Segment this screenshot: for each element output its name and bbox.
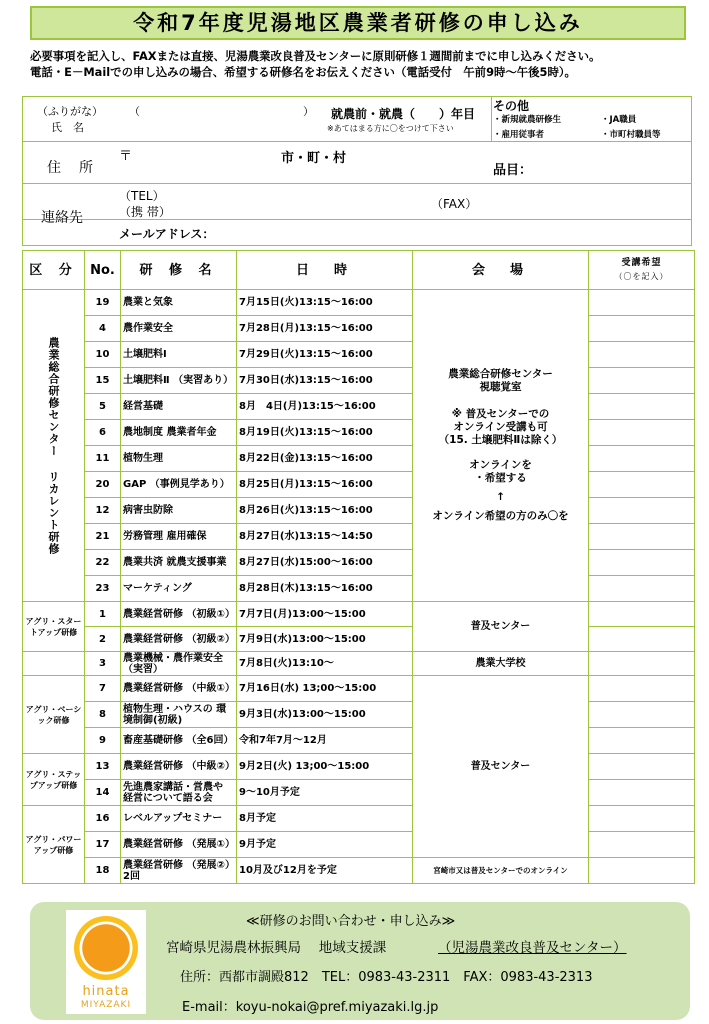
status-note: ※あてはまる方に〇をつけて下さい <box>327 124 454 133</box>
footer-address: 住所：西都市調殿812 TEL：0983-43-2311 FAX：0983-43-2313 <box>180 970 593 985</box>
wish-checkbox[interactable] <box>589 342 695 368</box>
row-date: 8月 4日(月)13:15～16:00 <box>237 394 413 420</box>
row-date: 9月予定 <box>237 832 413 858</box>
venue-extension-center: 普及センター <box>413 602 589 652</box>
row-no: 21 <box>85 524 121 550</box>
row-name: 農作業安全 <box>121 316 237 342</box>
row-no: 22 <box>85 550 121 576</box>
wish-checkbox[interactable] <box>589 728 695 754</box>
sun-icon <box>74 916 138 980</box>
row-name: 畜産基礎研修 （全6回） <box>121 728 237 754</box>
category-power-up: アグリ・パワーアップ研修 <box>23 806 85 884</box>
header-category: 区 分 <box>23 251 85 290</box>
contact-label: 連絡先 <box>41 210 83 226</box>
row-name: 農業経営研修 （初級②） <box>121 627 237 652</box>
header-name: 研 修 名 <box>121 251 237 290</box>
row-no: 16 <box>85 806 121 832</box>
row-date: 10月及び12月を予定 <box>237 858 413 884</box>
wish-checkbox[interactable] <box>589 676 695 702</box>
wish-checkbox[interactable] <box>589 368 695 394</box>
row-name: 植物生理・ハウスの 環境制御(初級) <box>121 702 237 728</box>
footer-center: （児湯農業改良普及センター） <box>438 940 627 956</box>
option-ja-staff[interactable]: ・JA職員 <box>601 115 637 125</box>
row-date: 9～10月予定 <box>237 780 413 806</box>
row-no: 11 <box>85 446 121 472</box>
row-date: 7月29日(火)13:15～16:00 <box>237 342 413 368</box>
row-date: 8月28日(木)13:15～16:00 <box>237 576 413 602</box>
wish-checkbox[interactable] <box>589 832 695 858</box>
row-date: 7月30日(水)13:15～16:00 <box>237 368 413 394</box>
wish-checkbox[interactable] <box>589 602 695 627</box>
row-no: 7 <box>85 676 121 702</box>
wish-checkbox[interactable] <box>589 524 695 550</box>
row-no: 17 <box>85 832 121 858</box>
row-name: 労務管理 雇用確保 <box>121 524 237 550</box>
page-title: 令和7年度児湯地区農業者研修の申し込み <box>30 6 686 40</box>
wish-checkbox[interactable] <box>589 806 695 832</box>
row-name: 植物生理 <box>121 446 237 472</box>
row-name: レベルアップセミナー <box>121 806 237 832</box>
logo-word-2: MIYAZAKI <box>80 1000 132 1010</box>
email-field[interactable]: メールアドレス： <box>119 227 215 241</box>
instruction-line-1: 必要事項を記入し、FAXまたは直接、児湯農業改良普及センターに原則研修１週間前までに申し込みください。 <box>30 49 601 63</box>
contact-footer <box>30 902 690 1020</box>
category-basic: アグリ・ベーシック研修 <box>23 676 85 754</box>
farming-status-field[interactable]: 就農前・就農（ ）年目 <box>331 107 476 121</box>
category-start-up: アグリ・スタートアップ研修 <box>23 602 85 652</box>
row-date: 7月28日(月)13:15～16:00 <box>237 316 413 342</box>
fax-field[interactable]: （FAX） <box>431 197 478 211</box>
row-date: 7月7日(月)13:00～15:00 <box>237 602 413 627</box>
venue-extension-center-2: 普及センター <box>413 676 589 858</box>
row-date: 8月19日(火)13:15～16:00 <box>237 420 413 446</box>
row-name: 農業経営研修 （発展①） <box>121 832 237 858</box>
address-label: 住 所 <box>47 160 95 176</box>
row-name: 農業経営研修 （初級①） <box>121 602 237 627</box>
header-date: 日 時 <box>237 251 413 290</box>
row-no: 19 <box>85 290 121 316</box>
wish-checkbox[interactable] <box>589 780 695 806</box>
instruction-line-2: 電話・E－Mailでの申し込みの場合、希望する研修名をお伝えください（電話受付 午前9時～午後5時）。 <box>30 65 576 79</box>
wish-checkbox[interactable] <box>589 652 695 676</box>
footer-email[interactable]: E-mail：koyu-nokai@pref.miyazaki.lg.jp <box>182 1000 439 1015</box>
header-wish: 受講希望 （〇を記入） <box>589 251 695 290</box>
row-date: 9月2日(火) 13;00～15:00 <box>237 754 413 780</box>
row-no: 1 <box>85 602 121 627</box>
row-no: 12 <box>85 498 121 524</box>
wish-checkbox[interactable] <box>589 754 695 780</box>
row-no: 4 <box>85 316 121 342</box>
row-no: 3 <box>85 652 121 676</box>
postal-mark: 〒 <box>119 149 133 164</box>
row-date: 8月27日(水)15:00～16:00 <box>237 550 413 576</box>
row-no: 9 <box>85 728 121 754</box>
row-name: 経営基礎 <box>121 394 237 420</box>
row-name: 土壌肥料Ⅰ <box>121 342 237 368</box>
row-name: 農業経営研修 （中級②） <box>121 754 237 780</box>
row-date: 9月3日(水)13:00～15:00 <box>237 702 413 728</box>
row-date: 8月26日(火)13:15～16:00 <box>237 498 413 524</box>
wish-checkbox[interactable] <box>589 472 695 498</box>
footer-heading: ≪研修のお問い合わせ・申し込み≫ <box>246 914 456 929</box>
category-step-up: アグリ・ステップアップ研修 <box>23 754 85 806</box>
row-date: 7月8日(火)13:10～ <box>237 652 413 676</box>
tel-field[interactable]: （TEL） <box>119 189 165 203</box>
training-table <box>22 250 695 884</box>
venue-agri-college: 農業大学校 <box>413 652 589 676</box>
header-no: No. <box>85 251 121 290</box>
row-name: 病害虫防除 <box>121 498 237 524</box>
logo-word-1: hinata <box>82 984 130 999</box>
row-no: 23 <box>85 576 121 602</box>
furigana-paren-open: （ <box>129 105 140 118</box>
row-name: GAP （事例見学あり） <box>121 472 237 498</box>
row-no: 13 <box>85 754 121 780</box>
venue-online: 宮崎市又は普及センターでのオンライン <box>413 858 589 884</box>
row-name: 土壌肥料Ⅱ （実習あり） <box>121 368 237 394</box>
city-field[interactable]: 市・町・村 <box>281 151 347 166</box>
hinata-miyazaki-logo <box>66 910 146 1014</box>
row-name: 先進農家講話・営農や 経営について語る会 <box>121 780 237 806</box>
row-name: 農業共済 就農支援事業 <box>121 550 237 576</box>
row-name: 農業と気象 <box>121 290 237 316</box>
row-name: 農業機械・農作業安全 （実習） <box>121 652 237 676</box>
option-new-farmer[interactable]: ・新規就農研修生 <box>493 115 562 125</box>
applicant-form <box>22 96 692 246</box>
row-name: マーケティング <box>121 576 237 602</box>
wish-checkbox[interactable] <box>589 290 695 316</box>
row-no: 5 <box>85 394 121 420</box>
row-no: 8 <box>85 702 121 728</box>
crop-field[interactable]: 品目： <box>493 163 533 178</box>
furigana-label: （ふりがな） <box>37 105 103 118</box>
venue-training-center: 農業総合研修センター 視聴覚室 ※ 普及センターでの オンライン受講も可 （15. 土壌肥料Ⅱは除く） オンラインを ・希望する ↑ オンライン希望の方のみ〇を <box>413 290 589 602</box>
wish-checkbox[interactable] <box>589 550 695 576</box>
row-name: 農地制度 農業者年金 <box>121 420 237 446</box>
row-no: 14 <box>85 780 121 806</box>
wish-checkbox[interactable] <box>589 858 695 884</box>
wish-checkbox[interactable] <box>589 420 695 446</box>
category-recurrent: 農業総合研修センター リカレント研修 <box>23 290 85 602</box>
wish-checkbox[interactable] <box>589 627 695 652</box>
row-no: 18 <box>85 858 121 884</box>
wish-checkbox[interactable] <box>589 394 695 420</box>
row-no: 2 <box>85 627 121 652</box>
row-no: 15 <box>85 368 121 394</box>
row-no: 20 <box>85 472 121 498</box>
name-label: 氏 名 <box>51 121 84 134</box>
wish-checkbox[interactable] <box>589 316 695 342</box>
row-date: 令和7年7月～12月 <box>237 728 413 754</box>
row-name: 農業経営研修 （発展②）2回 <box>121 858 237 884</box>
wish-checkbox[interactable] <box>589 498 695 524</box>
row-date: 7月15日(火)13:15～16:00 <box>237 290 413 316</box>
wish-checkbox[interactable] <box>589 446 695 472</box>
mobile-field[interactable]: （携 帯） <box>119 205 171 219</box>
furigana-paren-close: ） <box>303 105 314 118</box>
row-date: 7月16日(水) 13;00～15:00 <box>237 676 413 702</box>
row-no: 10 <box>85 342 121 368</box>
wish-checkbox[interactable] <box>589 576 695 602</box>
footer-org: 宮崎県児湯農林振興局 地域支援課 <box>166 940 387 956</box>
instructions <box>30 48 690 80</box>
category-blank <box>23 652 85 676</box>
other-label: その他 <box>493 99 530 113</box>
wish-checkbox[interactable] <box>589 702 695 728</box>
row-date: 8月27日(水)13:15～14:50 <box>237 524 413 550</box>
row-date: 8月予定 <box>237 806 413 832</box>
row-date: 8月22日(金)13:15～16:00 <box>237 446 413 472</box>
row-name: 農業経営研修 （中級①） <box>121 676 237 702</box>
row-date: 8月25日(月)13:15～16:00 <box>237 472 413 498</box>
header-venue: 会 場 <box>413 251 589 290</box>
option-municipal-staff[interactable]: ・市町村職員等 <box>601 130 661 140</box>
row-date: 7月9日(水)13:00～15:00 <box>237 627 413 652</box>
option-employee[interactable]: ・雇用従事者 <box>493 130 545 140</box>
row-no: 6 <box>85 420 121 446</box>
